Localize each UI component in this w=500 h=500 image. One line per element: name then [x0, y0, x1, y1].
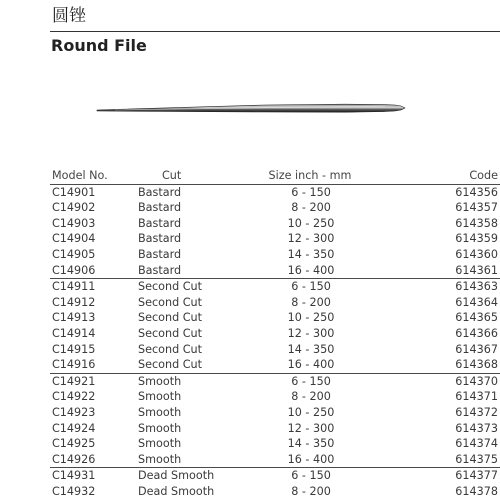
spec-table — [50, 168, 500, 499]
cell-model: C14906 — [52, 263, 96, 277]
cell-cut: Second Cut — [138, 358, 203, 372]
cell-size: 6 - 150 — [291, 280, 331, 294]
cell-code: 614359 — [455, 232, 498, 246]
table-header — [50, 168, 500, 185]
cell-model: C14931 — [52, 469, 96, 483]
cell-code: 614364 — [455, 295, 498, 309]
cell-code: 614378 — [455, 484, 498, 498]
cell-cut: Bastard — [138, 263, 182, 277]
table-row — [50, 216, 500, 232]
cell-model: C14915 — [52, 342, 96, 356]
table-row — [50, 421, 500, 437]
cell-model: C14905 — [52, 247, 96, 261]
cell-cut: Dead Smooth — [138, 484, 215, 498]
cell-model: C14924 — [52, 421, 96, 435]
cell-size: 6 - 150 — [291, 185, 331, 199]
cell-cut: Second Cut — [138, 311, 203, 325]
cell-code: 614372 — [455, 405, 498, 419]
cell-size: 6 - 150 — [291, 469, 331, 483]
cell-cut: Smooth — [138, 452, 182, 466]
cell-model: C14925 — [52, 437, 96, 451]
cell-cut: Bastard — [138, 201, 182, 215]
cell-model: C14902 — [52, 201, 96, 215]
cell-size: 14 - 350 — [287, 247, 335, 261]
table-row — [50, 342, 500, 358]
cell-size: 6 - 150 — [291, 374, 331, 388]
table-row — [50, 200, 500, 216]
cell-model: C14903 — [52, 216, 96, 230]
cell-size: 12 - 300 — [287, 326, 335, 340]
cell-size: 14 - 350 — [287, 342, 335, 356]
cell-model: C14914 — [52, 326, 96, 340]
cell-cut: Second Cut — [138, 342, 203, 356]
cell-code: 614366 — [455, 326, 498, 340]
cell-code: 614357 — [455, 201, 498, 215]
cell-model: C14913 — [52, 311, 96, 325]
cell-cut: Smooth — [138, 421, 182, 435]
cell-model: C14901 — [52, 185, 96, 199]
col-header-size: Size inch - mm — [268, 169, 352, 182]
cell-size: 8 - 200 — [291, 390, 331, 404]
cell-model: C14926 — [52, 452, 96, 466]
cell-size: 16 - 400 — [287, 358, 335, 372]
cell-cut: Second Cut — [138, 326, 203, 340]
cell-size: 10 - 250 — [287, 405, 335, 419]
page-title-cn: 圆锉 — [52, 6, 86, 26]
cell-code: 614373 — [455, 421, 498, 435]
cell-cut: Smooth — [138, 437, 182, 451]
cell-code: 614368 — [455, 358, 498, 372]
cell-size: 12 - 300 — [287, 232, 335, 246]
table-row — [50, 405, 500, 421]
cell-model: C14923 — [52, 405, 96, 419]
cell-model: C14904 — [52, 232, 96, 246]
col-header-model: Model No. — [52, 169, 108, 182]
cell-size: 14 - 350 — [287, 437, 335, 451]
table-row — [50, 357, 500, 373]
cell-cut: Second Cut — [138, 295, 203, 309]
cell-size: 8 - 200 — [291, 201, 331, 215]
col-header-cut: Cut — [162, 169, 182, 182]
cell-size: 10 - 250 — [287, 311, 335, 325]
table-row — [50, 185, 500, 201]
table-row — [50, 231, 500, 247]
cell-model: C14916 — [52, 358, 96, 372]
cell-cut: Bastard — [138, 247, 182, 261]
cell-model: C14912 — [52, 295, 96, 309]
cell-code: 614361 — [455, 263, 498, 277]
table-body — [50, 185, 500, 500]
page-title: Round File — [51, 36, 147, 55]
cell-model: C14932 — [52, 484, 96, 498]
cell-code: 614375 — [455, 452, 498, 466]
cell-cut: Bastard — [138, 232, 182, 246]
table-row — [50, 278, 500, 295]
table-row — [50, 263, 500, 279]
cell-code: 614374 — [455, 437, 498, 451]
cell-size: 16 - 400 — [287, 263, 335, 277]
cell-model: C14922 — [52, 390, 96, 404]
cell-size: 8 - 200 — [291, 295, 331, 309]
cell-cut: Smooth — [138, 405, 182, 419]
cell-cut: Bastard — [138, 185, 182, 199]
table-row — [50, 452, 500, 468]
cell-size: 8 - 200 — [291, 484, 331, 498]
cell-code: 614356 — [455, 185, 498, 199]
cell-cut: Dead Smooth — [138, 469, 215, 483]
table-row — [50, 326, 500, 342]
cell-cut: Smooth — [138, 390, 182, 404]
title-divider — [50, 31, 500, 32]
round-file-image — [95, 100, 415, 128]
cell-size: 10 - 250 — [287, 216, 335, 230]
table-row — [50, 436, 500, 452]
table-row — [50, 310, 500, 326]
col-header-code: Code — [469, 169, 498, 182]
table-row — [50, 484, 500, 500]
cell-size: 16 - 400 — [287, 452, 335, 466]
cell-model: C14921 — [52, 374, 96, 388]
cell-cut: Smooth — [138, 374, 182, 388]
cell-code: 614367 — [455, 342, 498, 356]
cell-model: C14911 — [52, 280, 96, 294]
table-row — [50, 467, 500, 484]
cell-size: 12 - 300 — [287, 421, 335, 435]
cell-code: 614358 — [455, 216, 498, 230]
cell-code: 614371 — [455, 390, 498, 404]
cell-cut: Bastard — [138, 216, 182, 230]
cell-code: 614365 — [455, 311, 498, 325]
cell-code: 614363 — [455, 280, 498, 294]
cell-cut: Second Cut — [138, 280, 203, 294]
table-row — [50, 389, 500, 405]
table-row — [50, 373, 500, 390]
cell-code: 614360 — [455, 247, 498, 261]
table-row — [50, 295, 500, 311]
cell-code: 614377 — [455, 469, 498, 483]
cell-code: 614370 — [455, 374, 498, 388]
table-row — [50, 247, 500, 263]
